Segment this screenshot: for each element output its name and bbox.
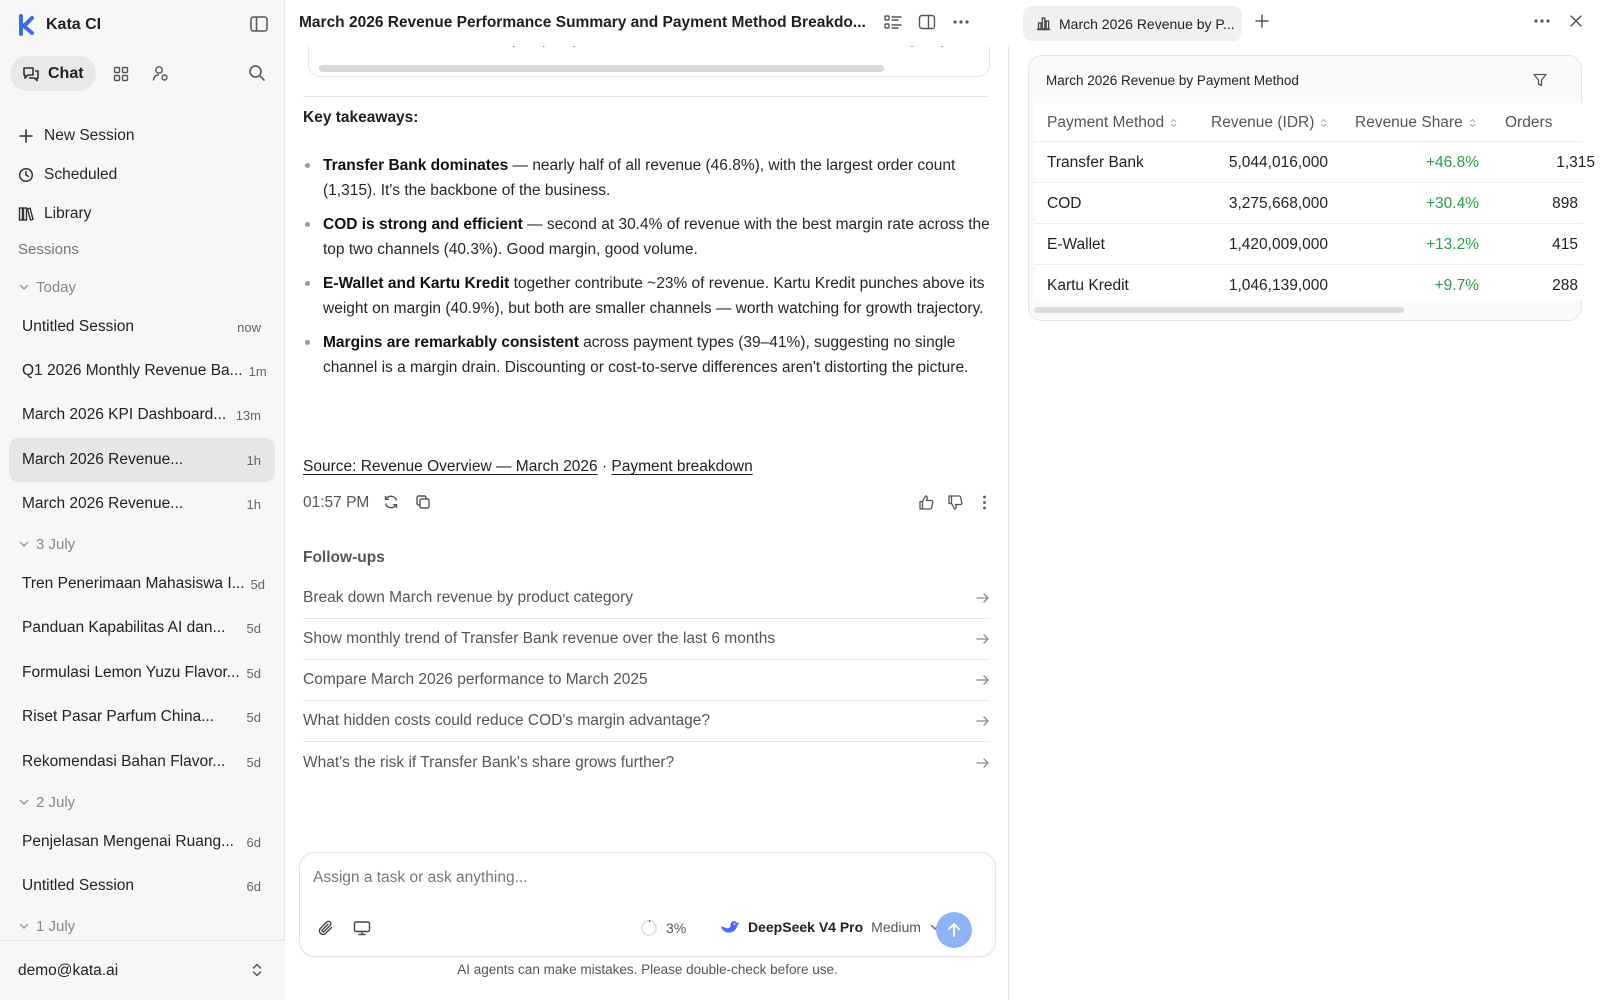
brand-logo-icon [18, 15, 36, 35]
session-item[interactable] [9, 349, 275, 393]
session-title: Riset Pasar Parfum China... [22, 708, 215, 725]
session-item[interactable] [9, 482, 275, 526]
session-item[interactable] [9, 864, 275, 908]
artifact-tab[interactable] [1023, 6, 1242, 41]
arrow-right-icon [976, 674, 990, 686]
chevron-down-icon [18, 920, 30, 932]
takeaway-item [303, 212, 993, 262]
thumbs-up-icon[interactable] [918, 494, 935, 511]
chat-panel [286, 0, 1009, 1000]
chat-title: March 2026 Revenue Performance Summary and Payment Method Breakdo... [299, 14, 866, 31]
chat-icon [22, 65, 40, 83]
takeaway-text: across payment types (39–41%), suggesting no single channel is a margin drain. Discounting or cost-to-serve differences aren't distorting the picture. [323, 334, 969, 376]
column-header-orders[interactable] [1505, 103, 1552, 142]
agents-mode-icon[interactable] [150, 63, 172, 85]
table-header-row [1034, 103, 1583, 142]
copy-icon[interactable] [415, 494, 433, 512]
new-session-button[interactable] [18, 116, 268, 155]
mode-switcher [10, 56, 172, 91]
search-icon[interactable] [248, 64, 268, 84]
filter-icon[interactable] [1532, 72, 1550, 90]
source-link-payment-breakdown[interactable]: Payment breakdown [611, 458, 753, 475]
session-title: March 2026 Revenue... [22, 495, 184, 512]
session-item[interactable] [9, 651, 275, 695]
takeaway-text: — nearly half of all revenue (46.8%), with the largest order count (1,315). It's the backbone of the business. [323, 157, 956, 199]
cell-share: +9.7% [1434, 277, 1479, 294]
progress-ring-icon [640, 919, 658, 937]
clock-icon [18, 167, 34, 183]
group-label: Today [36, 278, 77, 296]
followup-item[interactable] [303, 742, 990, 783]
sources [303, 458, 753, 476]
arrow-right-icon [976, 592, 990, 604]
table-row [1034, 183, 1583, 224]
cell-method: Transfer Bank [1047, 154, 1144, 171]
session-item[interactable] [9, 562, 275, 606]
arrow-right-icon [976, 633, 990, 645]
table-row [1034, 142, 1595, 183]
session-item[interactable] [9, 606, 275, 650]
session-time: now [237, 319, 261, 335]
cell-revenue: 1,046,139,000 [1228, 277, 1328, 294]
followup-text: Break down March revenue by product category [303, 589, 633, 606]
session-time: 5d [250, 576, 266, 592]
disclaimer: AI agents can make mistakes. Please double-check before use. [457, 962, 838, 977]
deepseek-logo-icon [720, 919, 740, 935]
chart-icon [1036, 16, 1051, 31]
library-nav-item[interactable] [18, 194, 268, 233]
cell-revenue: 5,044,016,000 [1228, 154, 1328, 171]
takeaway-text: together contribute ~23% of revenue. Kartu Kredit punches above its weight on margin (40.9%), but both are smaller channels — worth watching for growth trajectory. [323, 275, 985, 317]
column-header-revenue[interactable] [1211, 103, 1328, 142]
data-table-card [1028, 55, 1595, 321]
more-options-icon[interactable] [1533, 13, 1553, 33]
followup-item[interactable] [303, 701, 990, 742]
session-item[interactable] [9, 820, 275, 864]
session-time: 13m [235, 407, 261, 423]
thumbs-down-icon[interactable] [947, 494, 964, 511]
session-time: 5d [246, 665, 261, 681]
arrow-right-icon [976, 757, 990, 769]
arrow-up-icon [947, 922, 961, 938]
session-title: Formulasi Lemon Yuzu Flavor... [22, 664, 240, 681]
sidebar [0, 0, 285, 1000]
close-icon[interactable] [1568, 13, 1588, 33]
takeaway-item [303, 271, 993, 321]
group-3-july[interactable] [18, 534, 75, 554]
group-label: 3 July [36, 535, 76, 553]
chat-header [286, 0, 1009, 46]
cell-method: E-Wallet [1047, 236, 1105, 253]
revenue-table [1034, 103, 1595, 300]
arrow-right-icon [976, 715, 990, 727]
followups-heading: Follow-ups [303, 549, 385, 566]
table-row [1034, 224, 1583, 265]
session-title: Q1 2026 Monthly Revenue Ba... [22, 362, 243, 379]
session-item[interactable] [9, 393, 275, 437]
group-today[interactable] [18, 277, 76, 297]
outline-list-icon[interactable] [884, 14, 904, 32]
cell-share: +30.4% [1425, 195, 1479, 212]
session-item[interactable] [9, 740, 275, 784]
more-options-icon[interactable] [952, 14, 972, 32]
cell-share: +13.2% [1425, 236, 1479, 253]
new-session-label: New Session [44, 126, 135, 144]
sessions-heading: Sessions [18, 241, 79, 258]
chat-mode-tab[interactable] [10, 56, 96, 91]
group-1-july[interactable] [18, 916, 75, 936]
cell-revenue: 3,275,668,000 [1228, 195, 1328, 212]
takeaway-text: — second at 30.4% of revenue with the best margin rate across the top two channels (40.3%). Good margin, good volume. [323, 216, 990, 258]
model-selector[interactable] [720, 919, 941, 935]
plus-icon [18, 128, 34, 144]
session-title: Rekomendasi Bahan Flavor... [22, 753, 226, 770]
library-icon [18, 206, 34, 222]
brand[interactable] [18, 13, 101, 37]
artifact-tab-title: March 2026 Revenue by P... [1059, 15, 1235, 32]
session-time: 6d [246, 878, 261, 894]
takeaway-bold: Margins are remarkably consistent [323, 334, 579, 351]
session-title: Tren Penerimaan Mahasiswa I... [22, 575, 245, 592]
send-button[interactable] [936, 912, 972, 948]
session-title: March 2026 Revenue... [22, 451, 184, 468]
regenerate-icon[interactable] [383, 494, 401, 512]
apps-mode-icon[interactable] [110, 63, 132, 85]
session-time: 6d [246, 834, 261, 850]
scheduled-nav-item[interactable] [18, 155, 268, 194]
cell-orders: 288 [1552, 277, 1578, 294]
session-item-active[interactable] [9, 438, 275, 482]
sidebar-toggle-icon[interactable] [250, 16, 270, 34]
sort-icon [1469, 118, 1477, 128]
column-label: Payment Method [1047, 114, 1165, 131]
column-label: Revenue Share [1355, 114, 1463, 131]
cell-revenue: 1,420,009,000 [1228, 236, 1328, 253]
source-separator: · [597, 458, 612, 475]
cell-orders: 898 [1552, 195, 1578, 212]
session-title: Untitled Session [22, 877, 135, 894]
session-time: 5d [246, 620, 261, 636]
session-title: March 2026 KPI Dashboard... [22, 406, 227, 423]
session-title: Panduan Kapabilitas AI dan... [22, 619, 226, 636]
followup-item[interactable] [303, 619, 990, 660]
group-2-july[interactable] [18, 792, 75, 812]
followup-item[interactable] [303, 660, 990, 701]
horizontal-scrollbar[interactable] [1034, 307, 1404, 313]
artifact-panel [1010, 0, 1600, 1000]
followup-item[interactable] [303, 578, 990, 619]
takeaway-bold: COD is strong and efficient [323, 216, 523, 233]
account-switcher[interactable] [0, 940, 285, 1000]
chevron-up-down-icon [250, 961, 264, 979]
message-time: 01:57 PM [303, 494, 370, 511]
cell-orders: 1,315 [1556, 154, 1595, 171]
chevron-down-icon [18, 538, 30, 550]
takeaways-list [303, 153, 993, 389]
table-row [1034, 265, 1583, 306]
sort-icon [1320, 118, 1328, 128]
column-label: Revenue (IDR) [1211, 114, 1315, 131]
source-link-revenue-overview[interactable]: Source: Revenue Overview — March 2026 [303, 458, 598, 475]
context-percent: 3% [666, 920, 687, 936]
session-time: 1h [246, 496, 261, 512]
cell-orders: 415 [1552, 236, 1578, 253]
scheduled-label: Scheduled [44, 165, 118, 183]
session-time: 5d [246, 754, 261, 770]
session-title: Penjelasan Mengenai Ruang... [22, 833, 234, 850]
session-time: 5d [246, 709, 261, 725]
followup-text: What's the risk if Transfer Bank's share grows further? [303, 753, 675, 771]
add-tab-icon[interactable] [1254, 13, 1274, 33]
group-label: 2 July [36, 793, 76, 811]
message-actions [303, 492, 993, 514]
chevron-down-icon [18, 281, 30, 293]
table-title: March 2026 Revenue by Payment Method [1046, 73, 1299, 88]
chevron-down-icon [18, 796, 30, 808]
message-input[interactable] [313, 865, 973, 891]
column-header-payment-method[interactable] [1047, 103, 1178, 142]
group-label: 1 July [36, 917, 76, 935]
takeaway-bold: Transfer Bank dominates [323, 157, 509, 174]
takeaways-heading: Key takeaways: [303, 109, 419, 126]
paperclip-icon[interactable] [317, 919, 337, 939]
model-name: DeepSeek V4 Pro [748, 919, 864, 935]
takeaway-item [303, 153, 993, 203]
library-label: Library [44, 204, 92, 222]
column-header-revenue-share[interactable] [1355, 103, 1477, 142]
takeaway-item [303, 330, 993, 380]
followups-list [303, 578, 990, 783]
followup-text: Compare March 2026 performance to March 2025 [303, 671, 648, 688]
followup-text: Show monthly trend of Transfer Bank revenue over the last 6 months [303, 630, 776, 647]
column-label: Orders [1505, 114, 1553, 131]
reasoning-effort: Medium [871, 919, 921, 935]
cell-share: +46.8% [1425, 154, 1479, 171]
divider [303, 96, 988, 97]
session-time: 1h [246, 452, 261, 468]
computer-icon[interactable] [353, 919, 373, 939]
message-more-icon[interactable] [976, 494, 993, 511]
account-email: demo@kata.ai [18, 961, 119, 979]
cell-method: Kartu Kredit [1047, 277, 1129, 294]
sidebar-nav [18, 116, 268, 233]
horizontal-scrollbar[interactable] [319, 65, 884, 72]
chat-mode-label: Chat [48, 64, 84, 82]
context-usage[interactable] [640, 919, 686, 937]
session-item[interactable] [9, 695, 275, 739]
session-title: Untitled Session [22, 318, 135, 335]
takeaway-bold: E-Wallet and Kartu Kredit [323, 275, 510, 292]
cell-method: COD [1047, 195, 1082, 212]
composer [299, 852, 996, 957]
followup-text: What hidden costs could reduce COD's margin advantage? [303, 712, 711, 729]
split-panel-icon[interactable] [918, 14, 938, 32]
session-item[interactable] [9, 305, 275, 349]
session-time: 1m [248, 363, 267, 379]
brand-name: Kata CI [46, 16, 102, 33]
sort-icon [1170, 118, 1178, 128]
